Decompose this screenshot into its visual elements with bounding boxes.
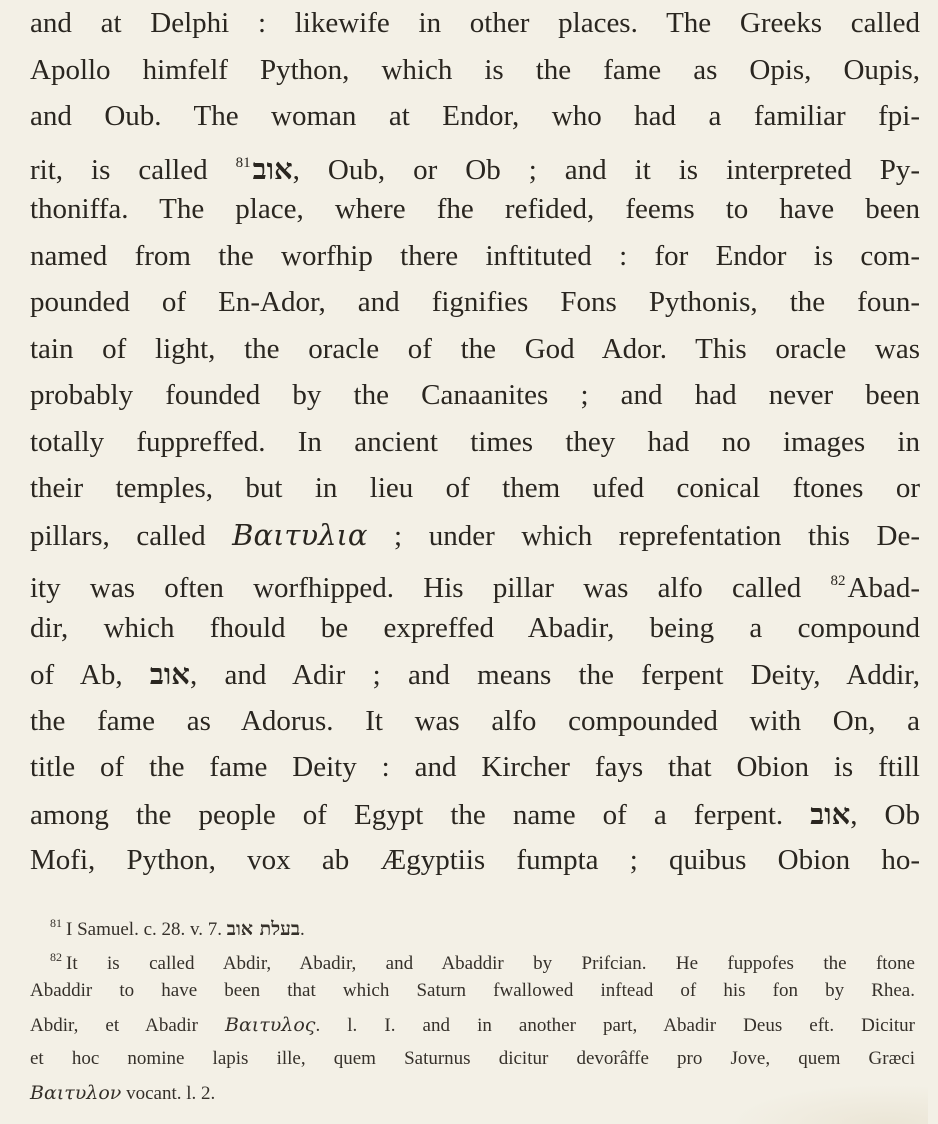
text-line: their temples, but in lieu of them ufed conical ftones or <box>30 472 920 504</box>
text-segment: , Ob <box>850 798 920 831</box>
footnote-segment: Abaddir to have been that which Saturn fwallowed inftead of his fon by Rhea. <box>30 980 915 1001</box>
text-line <box>30 512 920 559</box>
footnote-number: 82 <box>50 950 62 964</box>
footnote-marker: 82 <box>830 573 846 589</box>
hebrew-word: אוב <box>252 151 293 186</box>
text-line: and Oub. The woman at Endor, who had a familiar fpi- <box>30 100 920 132</box>
greek-word: Βαιτυλια <box>232 517 368 552</box>
footnote-segment: . <box>300 919 305 940</box>
paper-stain <box>728 1084 928 1124</box>
text-segment: of Ab, <box>30 659 150 691</box>
main-text <box>30 0 920 884</box>
text-line: Apollo himfelf Python, which is the fame as Opis, Oupis, <box>30 53 920 86</box>
text-line: totally fuppreffed. In ancient times they had no images in <box>30 425 920 458</box>
text-line: probably founded by the Canaanites ; and had never been <box>30 379 920 411</box>
greek-word: Βαιτυλον <box>30 1082 122 1104</box>
text-segment: , and Adir ; and means the ferpent Deity, Addir, <box>189 659 921 691</box>
text-line: named from the worfhip there inftituted : for Endor is com- <box>30 239 920 272</box>
text-line: Mofi, Python, vox ab Ægyptiis fumpta ; quibus Obion ho- <box>30 844 920 876</box>
footnote-segment: It is called Abdir, Abadir, and Abaddir by Prifcian. He fuppofes the ftone <box>66 953 915 974</box>
footnote-line <box>30 974 915 1008</box>
footnote-segment: et hoc nomine lapis ille, quem Saturnus dicitur devorâffe pro Jove, quem Græci <box>30 1048 915 1069</box>
hebrew-word: אוב <box>149 657 190 691</box>
footnote-number: 81 <box>50 916 62 930</box>
text-line <box>30 558 920 605</box>
footnote-segment: Abdir, et Abadir <box>30 1015 225 1036</box>
text-line: the fame as Adorus. It was alfo compounded with On, a <box>30 704 920 737</box>
footnote-segment: . l. I. and in another part, Abadir Deus eft. Dicitur <box>315 1015 915 1036</box>
footnote-line <box>30 1042 915 1076</box>
text-line: dir, which fhould be expreffed Abadir, being a compound <box>30 611 920 644</box>
footnotes <box>30 906 915 1110</box>
text-segment: rit, is called <box>30 153 236 186</box>
footnote-line <box>30 940 915 974</box>
text-segment: Abad- <box>847 572 920 604</box>
footnote-line <box>30 906 915 940</box>
text-segment: pillars, called <box>30 519 233 552</box>
text-segment: ; under which reprefentation this De- <box>367 519 920 552</box>
text-line <box>30 140 920 187</box>
text-line <box>30 791 920 838</box>
text-line: thoniffa. The place, where fhe refided, feems to have been <box>30 193 920 225</box>
hebrew-word: אוב <box>810 796 851 831</box>
text-segment: among the people of Egypt the name of a ferpent. <box>30 798 811 831</box>
footnote-segment: vocant. l. 2. <box>121 1083 216 1104</box>
text-line: tain of light, the oracle of the God Ador. This oracle was <box>30 332 920 365</box>
footnote-marker: 81 <box>235 154 251 171</box>
text-line: title of the fame Deity : and Kircher fays that Obion is ftill <box>30 751 920 783</box>
text-line: pounded of En-Ador, and fignifies Fons Pythonis, the foun- <box>30 286 920 318</box>
greek-word: Βαιτυλος <box>225 1014 316 1036</box>
text-line <box>30 651 920 698</box>
footnote-segment: I Samuel. c. 28. v. 7. <box>66 919 227 940</box>
footnote-line <box>30 1008 915 1042</box>
text-segment: ity was often worfhipped. His pillar was alfo called <box>30 572 831 604</box>
hebrew-word: בעלת אוב <box>226 918 300 940</box>
text-segment: , Oub, or Ob ; and it is interpreted Py- <box>292 153 920 186</box>
text-line: and at Delphi : likewife in other places. The Greeks called <box>30 7 920 39</box>
